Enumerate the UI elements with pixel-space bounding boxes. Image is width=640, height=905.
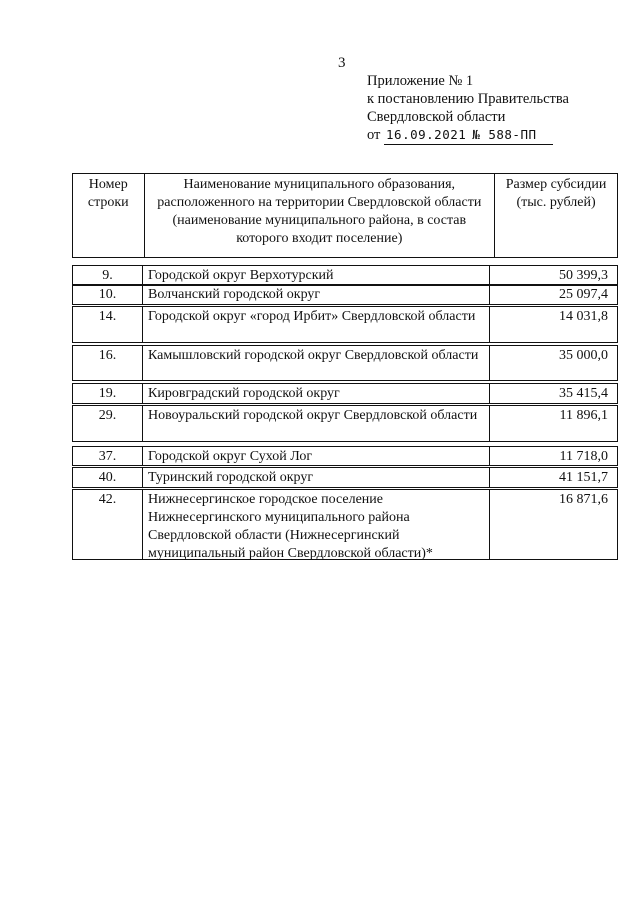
row-name: Туринский городской округ <box>143 468 490 487</box>
header-subsidy-amount: Размер субсидии (тыс. рублей) <box>495 174 618 258</box>
row-name: Волчанский городской округ <box>143 285 490 304</box>
appendix-resolution: к постановлению Правительства <box>367 91 569 107</box>
row-number: 42. <box>73 490 143 559</box>
table-row <box>72 284 618 305</box>
row-number: 9. <box>73 266 143 285</box>
number-stamp: № 588-ПП <box>470 126 552 145</box>
table-row <box>72 306 618 343</box>
table-row <box>72 383 618 404</box>
table-row <box>72 265 618 286</box>
row-amount: 25 097,4 <box>559 287 608 302</box>
row-number: 10. <box>73 285 143 304</box>
date-prefix: от <box>367 127 381 143</box>
row-amount: 11 896,1 <box>559 408 608 423</box>
header-municipality-name: Наименование муниципального образования, расположенного на территории Свердловской области (наименование муниципального района, в состав которого входит поселение) <box>144 174 495 258</box>
row-amount: 11 718,0 <box>559 449 608 464</box>
row-number: 19. <box>73 384 143 403</box>
appendix-header <box>367 72 569 145</box>
table-row <box>72 345 618 381</box>
table-row <box>72 405 618 442</box>
row-amount: 16 871,6 <box>559 492 608 507</box>
table-row <box>72 446 618 466</box>
row-amount: 35 415,4 <box>559 386 608 401</box>
header-row-number: Номер строки <box>73 174 145 258</box>
row-name: Городской округ Верхотурский <box>143 266 490 285</box>
row-name: Камышловский городской округ Свердловской области <box>143 346 490 380</box>
row-number: 37. <box>73 447 143 465</box>
row-number: 40. <box>73 468 143 487</box>
row-amount: 14 031,8 <box>559 309 608 324</box>
row-name: Кировградский городской округ <box>143 384 490 403</box>
page-number: 3 <box>338 55 346 71</box>
row-number: 14. <box>73 307 143 342</box>
date-stamp: 16.09.2021 <box>384 126 470 145</box>
row-number: 16. <box>73 346 143 380</box>
row-amount: 35 000,0 <box>559 348 608 363</box>
table-header <box>72 173 618 258</box>
row-amount: 41 151,7 <box>559 470 608 485</box>
appendix-date-line <box>367 126 569 145</box>
row-name: Новоуральский городской округ Свердловской области <box>143 406 490 441</box>
row-name: Городской округ «город Ирбит» Свердловской области <box>143 307 490 342</box>
table-row <box>72 467 618 488</box>
table-row <box>72 489 618 560</box>
appendix-title: Приложение № 1 <box>367 73 474 89</box>
appendix-region: Свердловской области <box>367 109 506 125</box>
row-amount: 50 399,3 <box>559 268 608 283</box>
row-name: Нижнесергинское городское поселение Нижнесергинского муниципального района Свердловской области (Нижнесергинский муниципальный район Свердловской области)* <box>143 490 490 559</box>
row-number: 29. <box>73 406 143 441</box>
row-name: Городской округ Сухой Лог <box>143 447 490 465</box>
